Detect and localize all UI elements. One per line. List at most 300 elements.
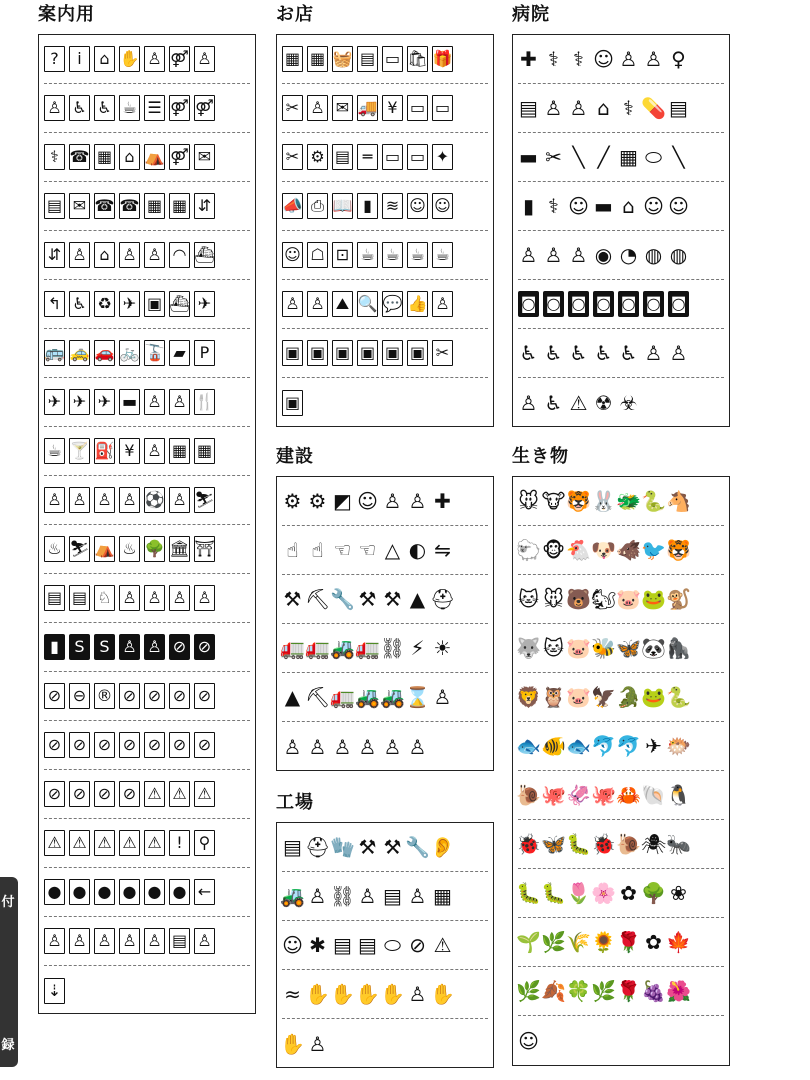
symbol-row xyxy=(518,722,724,771)
pictogram-icon: ✋ xyxy=(430,982,455,1006)
pictogram-icon: ♙ xyxy=(144,634,165,660)
section-title: 工場 xyxy=(276,792,314,813)
pictogram-icon: ▦ xyxy=(433,884,452,908)
pictogram-icon: ✈ xyxy=(194,291,215,317)
symbol-row xyxy=(518,526,724,575)
pictogram-icon: ♙ xyxy=(519,390,538,415)
symbol-row xyxy=(518,575,724,624)
pictogram-icon: ♿ xyxy=(519,341,538,365)
section-title: 案内用 xyxy=(38,4,95,25)
pictogram-icon: ⊘ xyxy=(144,683,165,709)
symbol-row xyxy=(44,868,250,917)
section-title: お店 xyxy=(276,4,314,25)
pictogram-icon: ♙ xyxy=(119,487,140,513)
pictogram-icon: ╲ xyxy=(572,145,585,169)
pictogram-icon: ◔ xyxy=(619,243,638,267)
pictogram-icon: ☣ xyxy=(619,390,638,415)
symbol-row xyxy=(44,672,250,721)
pictogram-icon: 🔧 xyxy=(330,587,355,611)
pictogram-icon: 🍂 xyxy=(541,979,566,1003)
pictogram-icon: ▭ xyxy=(407,144,428,170)
pictogram-icon: ⊘ xyxy=(169,732,190,758)
pictogram-icon: 🐙 xyxy=(541,783,566,807)
pictogram-icon: 🐚 xyxy=(641,783,666,807)
symbol-row xyxy=(44,231,250,280)
pictogram-icon: 🐮 xyxy=(541,489,566,513)
pictogram-icon: ▲ xyxy=(409,587,426,611)
pictogram-icon: ◙ xyxy=(593,291,614,317)
pictogram-icon: 🐷 xyxy=(566,636,591,660)
pictogram-icon: ▤ xyxy=(44,585,65,611)
pictogram-icon: 🍀 xyxy=(566,979,591,1003)
pictogram-icon: ♙ xyxy=(308,884,327,908)
symbol-row xyxy=(44,623,250,672)
section-title: 病院 xyxy=(512,4,550,25)
pictogram-icon: ╲ xyxy=(672,145,685,169)
pictogram-icon: 🌿 xyxy=(541,930,566,954)
pictogram-icon: ⌂ xyxy=(597,96,610,120)
pictogram-icon: ⊘ xyxy=(194,683,215,709)
symbol-row xyxy=(518,967,724,1016)
symbol-row xyxy=(44,525,250,574)
pictogram-icon: 📣 xyxy=(282,193,303,219)
pictogram-icon: 💊 xyxy=(641,96,666,120)
pictogram-icon: 🚛 xyxy=(280,636,305,660)
side-tab-top-char: 付 xyxy=(1,895,15,910)
pictogram-icon: ♙ xyxy=(307,291,328,317)
pictogram-icon: ⛰ xyxy=(332,291,353,317)
pictogram-icon: 👍 xyxy=(407,291,428,317)
pictogram-icon: ☝ xyxy=(286,538,299,562)
pictogram-icon: ⛏ xyxy=(304,685,331,709)
section-hospital xyxy=(512,4,730,427)
pictogram-icon: ⛓ xyxy=(329,884,356,908)
pictogram-icon: 🐭 xyxy=(518,489,539,513)
pictogram-icon: ▤ xyxy=(333,933,352,957)
pictogram-icon: 🍸 xyxy=(69,438,90,464)
pictogram-icon: 🍇 xyxy=(641,979,666,1003)
pictogram-icon: ⊘ xyxy=(44,732,65,758)
pictogram-icon: ♙ xyxy=(194,46,215,72)
pictogram-icon: ✉ xyxy=(332,95,353,121)
pictogram-icon: 🌳 xyxy=(641,881,666,905)
symbol-row xyxy=(44,476,250,525)
pictogram-icon: ✂ xyxy=(432,340,453,366)
pictogram-icon: ▤ xyxy=(519,96,538,120)
pictogram-icon: ♙ xyxy=(569,243,588,267)
pictogram-icon: 🐸 xyxy=(641,685,666,709)
pictogram-icon: ▦ xyxy=(307,46,328,72)
pictogram-icon: ♙ xyxy=(44,928,65,954)
pictogram-icon: ♙ xyxy=(94,928,115,954)
pictogram-icon: ▭ xyxy=(432,95,453,121)
pictogram-icon: 🚜 xyxy=(355,685,380,709)
pictogram-icon: ✋ xyxy=(280,1031,305,1056)
pictogram-icon: 🐦 xyxy=(641,538,666,562)
pictogram-icon: 🐱 xyxy=(518,587,539,611)
pictogram-icon: ⊘ xyxy=(94,781,115,807)
pictogram-icon: 🐌 xyxy=(516,783,541,807)
symbol-row xyxy=(44,427,250,476)
pictogram-icon: ▦ xyxy=(619,145,638,169)
pictogram-icon: 🦀 xyxy=(616,783,641,807)
pictogram-icon: ◩ xyxy=(333,489,352,513)
pictogram-icon: 🐷 xyxy=(616,587,641,611)
pictogram-icon: ⚒ xyxy=(283,587,302,611)
pictogram-icon: 🌳 xyxy=(144,536,165,562)
symbol-panel xyxy=(512,476,730,1066)
pictogram-icon: ▤ xyxy=(44,193,65,219)
symbol-row xyxy=(282,526,488,575)
pictogram-icon: ◐ xyxy=(408,538,427,562)
symbol-row xyxy=(282,182,488,231)
pictogram-icon: ✉ xyxy=(194,144,215,170)
pictogram-icon: ⚙ xyxy=(307,144,328,170)
pictogram-icon: ⚒ xyxy=(358,835,377,859)
pictogram-icon: 🐰 xyxy=(591,489,616,513)
pictogram-icon: ☺ xyxy=(432,193,453,219)
pictogram-icon: ◙ xyxy=(668,291,689,317)
pictogram-icon: ≈ xyxy=(284,982,301,1006)
pictogram-icon: ⊘ xyxy=(119,683,140,709)
pictogram-icon: ⚠ xyxy=(119,830,140,856)
pictogram-icon: ☎ xyxy=(119,193,140,219)
pictogram-icon: ▤ xyxy=(383,884,402,908)
pictogram-icon: ♙ xyxy=(544,96,563,120)
pictogram-icon: ▣ xyxy=(407,340,428,366)
symbol-row xyxy=(44,329,250,378)
pictogram-icon: ☕ xyxy=(357,242,378,268)
pictogram-icon: 🐟 xyxy=(516,734,541,758)
pictogram-icon: ♨ xyxy=(119,536,140,562)
pictogram-icon: ♙ xyxy=(408,982,427,1006)
pictogram-icon: 🚡 xyxy=(144,340,165,366)
symbol-row xyxy=(282,329,488,378)
pictogram-icon: ⛷ xyxy=(69,536,90,562)
symbol-row xyxy=(518,918,724,967)
pictogram-icon: ✂ xyxy=(282,95,303,121)
pictogram-icon: ✋ xyxy=(330,982,355,1006)
symbol-row xyxy=(282,35,488,84)
pictogram-icon: ✉ xyxy=(69,193,90,219)
pictogram-icon: 🐒 xyxy=(666,587,691,611)
pictogram-icon: ✚ xyxy=(434,489,451,513)
pictogram-icon: ⊖ xyxy=(69,683,90,709)
pictogram-icon: ♙ xyxy=(119,585,140,611)
pictogram-icon: ⬭ xyxy=(644,145,663,169)
pictogram-icon: ⌛ xyxy=(405,685,430,709)
pictogram-icon: ☕ xyxy=(432,242,453,268)
pictogram-icon: 🐜 xyxy=(666,832,691,856)
pictogram-icon: ☀ xyxy=(433,636,452,660)
pictogram-icon: ▣ xyxy=(282,340,303,366)
pictogram-icon: 🐶 xyxy=(591,538,616,562)
symbol-row xyxy=(282,477,488,526)
pictogram-icon: ⛺ xyxy=(144,144,165,170)
pictogram-icon: ☺ xyxy=(282,933,303,957)
pictogram-icon: ▬ xyxy=(119,389,140,415)
pictogram-icon: ☺ xyxy=(407,193,428,219)
pictogram-icon: ● xyxy=(69,879,90,905)
pictogram-icon: ⊡ xyxy=(332,242,353,268)
pictogram-icon: 🦁 xyxy=(516,685,541,709)
pictogram-icon: S xyxy=(94,634,115,660)
pictogram-icon: 🐙 xyxy=(591,783,616,807)
pictogram-icon: ⚠ xyxy=(144,781,165,807)
section-construction xyxy=(276,446,494,771)
pictogram-icon: ✦ xyxy=(432,144,453,170)
pictogram-icon: 🦋 xyxy=(541,832,566,856)
pictogram-icon: ♙ xyxy=(144,585,165,611)
symbol-row xyxy=(282,84,488,133)
pictogram-icon: ⚠ xyxy=(433,933,452,957)
pictogram-icon: ✋ xyxy=(119,46,140,72)
pictogram-icon: ♙ xyxy=(358,734,377,759)
symbol-row xyxy=(44,917,250,966)
pictogram-icon: ♙ xyxy=(119,242,140,268)
symbol-row xyxy=(44,378,250,427)
pictogram-icon: ⊘ xyxy=(409,933,426,957)
pictogram-icon: ◙ xyxy=(618,291,639,317)
pictogram-icon: ♿ xyxy=(544,390,563,415)
pictogram-icon: ▮ xyxy=(44,634,65,660)
pictogram-icon: 🐿 xyxy=(590,587,617,611)
pictogram-icon: ⛴ xyxy=(169,291,190,317)
pictogram-icon: ▤ xyxy=(357,46,378,72)
pictogram-icon: ♙ xyxy=(169,585,190,611)
pictogram-icon: ⛷ xyxy=(194,487,215,513)
pictogram-icon: 🚜 xyxy=(330,636,355,660)
pictogram-icon: ⇵ xyxy=(194,193,215,219)
pictogram-icon: ♙ xyxy=(408,734,427,759)
pictogram-icon: ♿ xyxy=(544,341,563,365)
pictogram-icon: ⊘ xyxy=(194,732,215,758)
pictogram-icon: ♙ xyxy=(333,734,352,759)
pictogram-icon: ⚠ xyxy=(69,830,90,856)
side-tab-bottom-char: 録 xyxy=(1,1038,15,1053)
pictogram-icon: ⛑ xyxy=(304,835,331,859)
pictogram-icon: ▭ xyxy=(407,95,428,121)
pictogram-icon: ♙ xyxy=(169,389,190,415)
pictogram-icon: ▰ xyxy=(169,340,190,366)
symbol-row xyxy=(518,133,724,182)
section-creatures xyxy=(512,446,730,1066)
pictogram-icon: ⌂ xyxy=(622,194,635,218)
pictogram-icon: ⚕ xyxy=(44,144,65,170)
pictogram-icon: 🐲 xyxy=(616,489,641,513)
pictogram-icon: ♻ xyxy=(94,291,115,317)
section-title: 建設 xyxy=(276,446,314,467)
pictogram-icon: ¥ xyxy=(119,438,140,464)
pictogram-icon: ♿ xyxy=(594,341,613,365)
pictogram-icon: 🦅 xyxy=(591,685,616,709)
symbol-row xyxy=(518,329,724,378)
pictogram-icon: ♙ xyxy=(358,884,377,908)
pictogram-icon: ◙ xyxy=(643,291,664,317)
pictogram-icon: 🐡 xyxy=(666,734,691,758)
pictogram-icon: ♀ xyxy=(671,47,686,71)
pictogram-icon: 🐬 xyxy=(616,734,641,758)
pictogram-icon: ● xyxy=(44,879,65,905)
pictogram-icon: ✈ xyxy=(69,389,90,415)
pictogram-icon: ▤ xyxy=(169,928,190,954)
pictogram-icon: ♙ xyxy=(519,243,538,267)
pictogram-icon: 🐠 xyxy=(541,734,566,758)
pictogram-icon: 🦋 xyxy=(616,636,641,660)
pictogram-icon: ☎ xyxy=(94,193,115,219)
pictogram-icon: 🐺 xyxy=(516,636,541,660)
pictogram-icon: ⚲ xyxy=(194,830,215,856)
symbol-row xyxy=(282,1019,488,1068)
pictogram-icon: 🕷 xyxy=(640,832,667,856)
pictogram-icon: ▦ xyxy=(94,144,115,170)
pictogram-icon: ⚙ xyxy=(283,489,302,513)
pictogram-icon: i xyxy=(69,46,90,72)
pictogram-icon: ⚒ xyxy=(358,587,377,611)
pictogram-icon: ═ xyxy=(357,144,378,170)
pictogram-icon: ☺ xyxy=(668,194,689,218)
pictogram-icon: 🐌 xyxy=(616,832,641,856)
symbol-row xyxy=(44,966,250,1015)
pictogram-icon: 🧤 xyxy=(330,835,355,859)
pictogram-icon: ⚽ xyxy=(144,487,165,513)
pictogram-icon: ≋ xyxy=(382,193,403,219)
pictogram-icon: ♙ xyxy=(144,438,165,464)
symbol-row xyxy=(44,721,250,770)
pictogram-icon: 🚛 xyxy=(305,636,330,660)
pictogram-icon: ⛑ xyxy=(429,587,456,611)
pictogram-icon: ✈ xyxy=(94,389,115,415)
pictogram-icon: 🐵 xyxy=(541,538,566,562)
pictogram-icon: ☺ xyxy=(593,47,614,71)
pictogram-icon: 🐴 xyxy=(666,489,691,513)
pictogram-icon: ♙ xyxy=(282,291,303,317)
pictogram-icon: 🐬 xyxy=(591,734,616,758)
pictogram-icon: ☺ xyxy=(643,194,664,218)
pictogram-icon: ▬ xyxy=(519,145,538,169)
pictogram-icon: ✈ xyxy=(44,389,65,415)
pictogram-icon: ? xyxy=(44,46,65,72)
symbol-row xyxy=(282,970,488,1019)
section-guide xyxy=(38,4,256,1014)
pictogram-icon: 🚲 xyxy=(119,340,140,366)
pictogram-icon: 🐻 xyxy=(566,587,591,611)
symbol-row xyxy=(518,771,724,820)
pictogram-icon: ♙ xyxy=(194,585,215,611)
pictogram-icon: 🚜 xyxy=(380,685,405,709)
pictogram-icon: P xyxy=(194,340,215,366)
pictogram-icon: ¥ xyxy=(382,95,403,121)
pictogram-icon: 🌺 xyxy=(666,979,691,1003)
pictogram-icon: ☕ xyxy=(407,242,428,268)
pictogram-icon: ▣ xyxy=(382,340,403,366)
pictogram-icon: ✋ xyxy=(305,982,330,1006)
symbol-row xyxy=(44,35,250,84)
pictogram-icon: ⇋ xyxy=(434,538,451,562)
pictogram-icon: ♙ xyxy=(144,928,165,954)
pictogram-icon: ▤ xyxy=(69,585,90,611)
pictogram-icon: ▦ xyxy=(194,438,215,464)
pictogram-icon: ✈ xyxy=(645,734,662,758)
pictogram-icon: ♙ xyxy=(432,291,453,317)
pictogram-icon: ▦ xyxy=(144,193,165,219)
pictogram-icon: ▮ xyxy=(522,194,534,218)
pictogram-icon: ◙ xyxy=(543,291,564,317)
pictogram-icon: 🌿 xyxy=(516,979,541,1003)
symbol-row xyxy=(518,477,724,526)
symbol-row xyxy=(282,133,488,182)
pictogram-icon: 🐊 xyxy=(616,685,641,709)
pictogram-icon: ♙ xyxy=(619,47,638,71)
pictogram-icon: ♙ xyxy=(644,341,663,365)
pictogram-icon: ▮ xyxy=(357,193,378,219)
symbol-panel xyxy=(276,822,494,1068)
pictogram-icon: ▣ xyxy=(357,340,378,366)
pictogram-icon: ✿ xyxy=(620,881,637,905)
pictogram-icon: ▲ xyxy=(284,685,301,709)
pictogram-icon: ♿ xyxy=(569,341,588,365)
pictogram-icon: ▣ xyxy=(144,291,165,317)
pictogram-icon: ⇵ xyxy=(44,242,65,268)
pictogram-icon: ⊘ xyxy=(94,732,115,758)
pictogram-icon: 💬 xyxy=(382,291,403,317)
pictogram-icon: ⬭ xyxy=(383,933,402,957)
pictogram-icon: 🐭 xyxy=(543,587,564,611)
symbol-row xyxy=(518,378,724,427)
pictogram-icon: ⚒ xyxy=(383,835,402,859)
pictogram-icon: ♿ xyxy=(94,95,115,121)
pictogram-icon: ⊘ xyxy=(169,634,190,660)
pictogram-icon: ⚕ xyxy=(548,47,559,71)
pictogram-icon: ● xyxy=(94,879,115,905)
pictogram-icon: ☜ xyxy=(333,538,352,562)
pictogram-icon: ⊘ xyxy=(44,781,65,807)
pictogram-icon: 🦉 xyxy=(541,685,566,709)
pictogram-icon: ⌂ xyxy=(119,144,140,170)
pictogram-icon: ♙ xyxy=(94,487,115,513)
pictogram-icon: ♨ xyxy=(44,536,65,562)
symbol-row xyxy=(282,378,488,427)
pictogram-icon: ⌂ xyxy=(94,242,115,268)
symbol-row xyxy=(44,280,250,329)
pictogram-icon: ♿ xyxy=(619,341,638,365)
pictogram-icon: ⊘ xyxy=(194,634,215,660)
pictogram-icon: ♙ xyxy=(144,389,165,415)
pictogram-icon: ⚤ xyxy=(169,95,190,121)
pictogram-icon: ♙ xyxy=(433,685,452,709)
pictogram-icon: ⊘ xyxy=(144,732,165,758)
pictogram-icon: ⚠ xyxy=(144,830,165,856)
pictogram-icon: ⇣ xyxy=(44,978,65,1004)
section-title: 生き物 xyxy=(512,446,569,467)
symbol-row xyxy=(44,574,250,623)
pictogram-icon: ☖ xyxy=(307,242,328,268)
symbol-row xyxy=(518,820,724,869)
symbol-panel xyxy=(38,34,256,1014)
symbol-row xyxy=(282,823,488,872)
pictogram-icon: ☰ xyxy=(144,95,165,121)
pictogram-icon: ⛺ xyxy=(94,536,115,562)
pictogram-icon: 🐸 xyxy=(641,587,666,611)
pictogram-icon: 🍁 xyxy=(666,930,691,954)
symbol-panel xyxy=(276,34,494,427)
pictogram-icon: ← xyxy=(194,879,215,905)
pictogram-icon: 🐛 xyxy=(566,832,591,856)
pictogram-icon: 🐔 xyxy=(566,538,591,562)
pictogram-icon: ✂ xyxy=(545,145,562,169)
symbol-row xyxy=(44,819,250,868)
pictogram-icon: ♙ xyxy=(644,47,663,71)
